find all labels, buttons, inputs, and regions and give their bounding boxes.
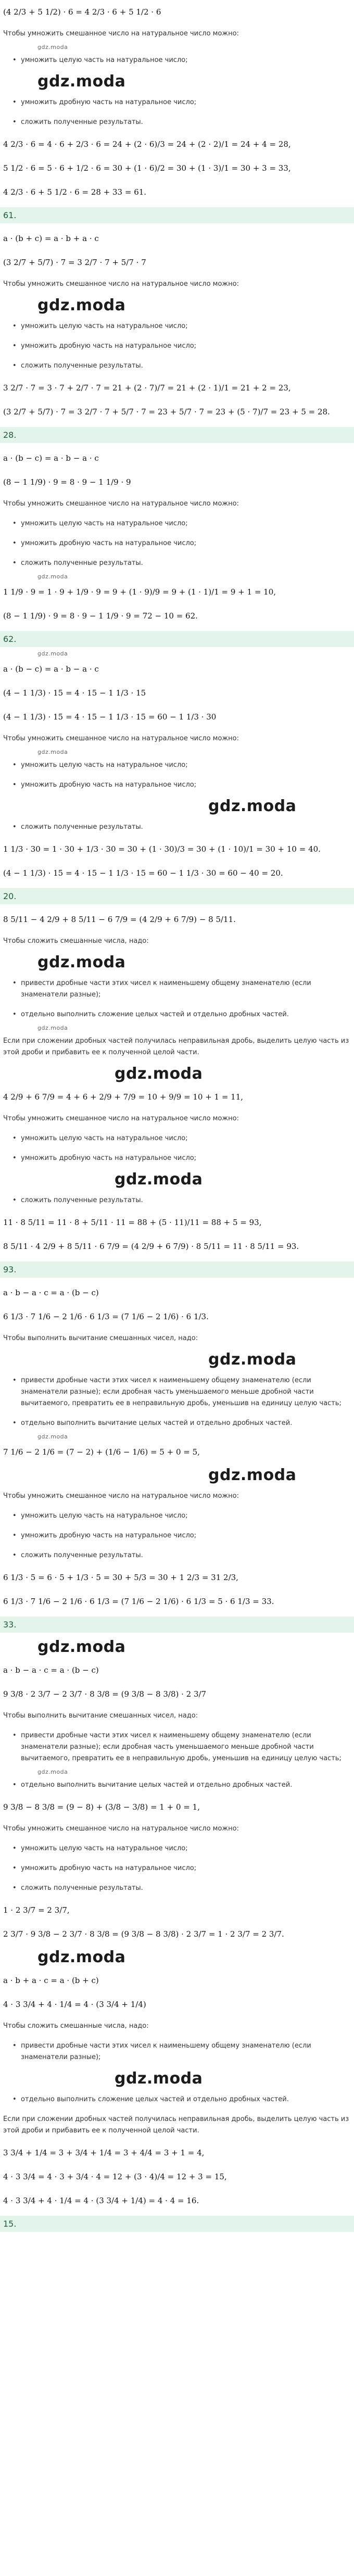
formula-line: a · b − a · c = a · (b − c) xyxy=(3,1665,99,1675)
formula-line: 6 1/3 · 5 = 6 · 5 + 1/3 · 5 = 30 + 5/3 = 30 + 1 2/3 = 31 2/3, xyxy=(3,1573,238,1582)
watermark: gdz.moda xyxy=(37,1948,126,1966)
watermark: gdz.moda xyxy=(208,1350,297,1369)
step-item: • умножить целую часть на натуральное число; xyxy=(0,514,354,534)
instruction-text: Чтобы умножить смешанное число на натуральное число можно: xyxy=(3,1115,239,1122)
formula-line: 1 1/9 · 9 = 1 · 9 + 1/9 · 9 = 9 + (1 · 9)/9 = 9 + (1 · 1)/1 = 9 + 1 = 10, xyxy=(3,587,276,597)
watermark-small: gdz.moda xyxy=(37,44,68,50)
instruction-text: Чтобы сложить смешанные числа, надо: xyxy=(3,2022,149,2030)
exercise-number: 62. xyxy=(0,631,354,647)
instruction-text: Чтобы умножить смешанное число на натуральное число можно: xyxy=(3,1825,239,1833)
instruction-text: Чтобы умножить смешанное число на натуральное число можно: xyxy=(3,1492,239,1500)
formula-line: 7 1/6 − 2 1/6 = (7 − 2) + (1/6 − 1/6) = 5 + 0 = 5, xyxy=(3,1447,200,1457)
formula-line: (4 − 1 1/3) · 15 = 4 · 15 − 1 1/3 · 15 = 60 − 1 1/3 · 30 = 60 − 40 = 20. xyxy=(3,868,283,878)
watermark-small: gdz.moda xyxy=(37,1769,68,1775)
formula-line: a · (b + c) = a · b + a · c xyxy=(3,234,99,243)
exercise-number: 15. xyxy=(0,2216,354,2232)
watermark: gdz.moda xyxy=(115,1065,203,1083)
formula-line: 4 · 3 3/4 + 4 · 1/4 = 4 · (3 3/4 + 1/4) = 4 · 4 = 16. xyxy=(3,2196,199,2205)
watermark-small: gdz.moda xyxy=(37,749,68,755)
formula-line: 1 1/3 · 30 = 1 · 30 + 1/3 · 30 = 30 + (1 · 30)/3 = 30 + (1 · 10)/1 = 30 + 10 = 40. xyxy=(3,844,321,854)
instruction-text: Чтобы умножить смешанное число на натуральное число можно: xyxy=(3,735,239,742)
formula-line: 4 · 3 3/4 = 4 · 3 + 3/4 · 4 = 12 + (3 · 4)/4 = 12 + 3 = 15, xyxy=(3,2172,227,2181)
exercise-number: 93. xyxy=(0,1261,354,1278)
instruction-text: Чтобы выполнить вычитание смешанных чисел, надо: xyxy=(3,1712,198,1720)
step-item: • умножить дробную часть на натуральное число; xyxy=(0,534,354,553)
step-item: • сложить полученные результаты. xyxy=(0,553,354,573)
instruction-text: Чтобы сложить смешанные числа, надо: xyxy=(3,937,149,945)
step-item: • сложить полученные результаты. xyxy=(0,356,354,376)
instruction-text: Чтобы умножить смешанное число на натуральное число можно: xyxy=(3,280,239,288)
step-item: • сложить полученные результаты. xyxy=(0,1191,354,1210)
step-item: • умножить дробную часть на натуральное число; xyxy=(0,93,354,112)
step-item: • привести дробные части этих чисел к наименьшему общему знаменателю (если знаменатели разные); xyxy=(0,2036,354,2067)
instruction-note: Если при сложении дробных частей получилась неправильная дробь, выделить целую часть из этой дроби и прибавить ее к полученной целой части. xyxy=(3,2115,349,2135)
instruction-text: Чтобы выполнить вычитание смешанных чисел, надо: xyxy=(3,1334,198,1342)
step-item: • сложить полученные результаты. xyxy=(0,817,354,837)
step-item: • умножить целую часть на натуральное число; xyxy=(0,317,354,336)
step-item: • умножить целую часть на натуральное число; xyxy=(0,755,354,775)
formula-line: a · (b − c) = a · b − a · c xyxy=(3,664,99,674)
formula-line: (8 − 1 1/9) · 9 = 8 · 9 − 1 1/9 · 9 = 72 − 10 = 62. xyxy=(3,611,198,621)
watermark: gdz.moda xyxy=(37,296,126,314)
watermark: gdz.moda xyxy=(208,797,297,815)
step-item: • сложить полученные результаты. xyxy=(0,1546,354,1565)
formula-line: 3 3/4 + 1/4 = 3 + 3/4 + 1/4 = 3 + 4/4 = 3 + 1 = 4, xyxy=(3,2148,205,2157)
formula-line: a · (b − c) = a · b − a · c xyxy=(3,453,99,463)
step-item: • привести дробные части этих чисел к наименьшему общему знаменателю (если знаменатели разные); xyxy=(0,974,354,1005)
formula-line: a · b − a · c = a · (b − c) xyxy=(3,1288,99,1297)
step-item: • умножить целую часть на натуральное число; xyxy=(0,1839,354,1859)
step-item: • отдельно выполнить сложение целых частей и отдельно дробных частей. xyxy=(0,2090,354,2110)
watermark: gdz.moda xyxy=(37,953,126,971)
step-item: • отдельно выполнить вычитание целых частей и отдельно дробных частей. xyxy=(0,1413,354,1433)
step-item: • умножить дробную часть на натуральное число; xyxy=(0,336,354,356)
formula-line: 1 · 2 3/7 = 2 3/7, xyxy=(3,1905,70,1915)
watermark: gdz.moda xyxy=(115,1170,203,1189)
step-item: • отдельно выполнить вычитание целых частей и отдельно дробных частей. xyxy=(0,1775,354,1795)
formula-line: 11 · 8 5/11 = 11 · 8 + 5/11 · 11 = 88 + (5 · 11)/11 = 88 + 5 = 93, xyxy=(3,1218,262,1227)
watermark: gdz.moda xyxy=(208,1466,297,1484)
formula-line: 2 3/7 · 9 3/8 − 2 3/7 · 8 3/8 = (9 3/8 − 8 3/8) · 2 3/7 = 1 · 2 3/7 = 2 3/7. xyxy=(3,1929,284,1939)
step-item: • умножить целую часть на натуральное число; xyxy=(0,1129,354,1148)
formula-line: (8 − 1 1/9) · 9 = 8 · 9 − 1 1/9 · 9 xyxy=(3,477,131,487)
watermark-small: gdz.moda xyxy=(37,1025,68,1031)
formula-line: (4 − 1 1/3) · 15 = 4 · 15 − 1 1/3 · 15 xyxy=(3,688,146,698)
formula-line: 4 2/9 + 6 7/9 = 4 + 6 + 2/9 + 7/9 = 10 + 9/9 = 10 + 1 = 11, xyxy=(3,1092,244,1102)
formula-line: (3 2/7 + 5/7) · 7 = 3 2/7 · 7 + 5/7 · 7 = 23 + 5/7 · 7 = 23 + (5 · 7)/7 = 23 + 5 = 28. xyxy=(3,407,330,416)
formula-line: 4 2/3 · 6 = 4 · 6 + 2/3 · 6 = 24 + (2 · 6)/3 = 24 + (2 · 2)/1 = 24 + 4 = 28, xyxy=(3,140,291,149)
formula-line: 3 2/7 · 7 = 3 · 7 + 2/7 · 7 = 21 + (2 · 7)/7 = 21 + (2 · 1)/1 = 21 + 2 = 23, xyxy=(3,383,291,393)
watermark-small: gdz.moda xyxy=(37,650,68,657)
step-item: • отдельно выполнить сложение целых частей и отдельно дробных частей. xyxy=(0,1005,354,1025)
step-item: • умножить дробную часть на натуральное число; xyxy=(0,1859,354,1878)
formula-line: 6 1/3 · 7 1/6 − 2 1/6 · 6 1/3 = (7 1/6 − 2 1/6) · 6 1/3 = 5 · 6 1/3 = 33. xyxy=(3,1597,274,1606)
formula-line: (4 − 1 1/3) · 15 = 4 · 15 − 1 1/3 · 15 = 60 − 1 1/3 · 30 xyxy=(3,712,217,722)
step-item: • умножить целую часть на натуральное число; xyxy=(0,1506,354,1526)
step-item: • умножить целую часть на натуральное число; xyxy=(0,50,354,70)
step-item: • умножить дробную часть на натуральное число; xyxy=(0,775,354,795)
exercise-number: 20. xyxy=(0,888,354,904)
instruction-text: Чтобы умножить смешанное число на натуральное число можно: xyxy=(3,30,239,37)
step-item: • сложить полученные результаты. xyxy=(0,112,354,132)
formula-line: a · b + a · c = a · (b + c) xyxy=(3,1976,99,1985)
formula-line: 8 5/11 · 4 2/9 + 8 5/11 · 6 7/9 = (4 2/9 + 6 7/9) · 8 5/11 = 11 · 8 5/11 = 93. xyxy=(3,1242,299,1251)
formula-line: 5 1/2 · 6 = 5 · 6 + 1/2 · 6 = 30 + (1 · 6)/2 = 30 + (1 · 3)/1 = 30 + 3 = 33, xyxy=(3,163,291,173)
formula-line: 6 1/3 · 7 1/6 − 2 1/6 · 6 1/3 = (7 1/6 − 2 1/6) · 6 1/3. xyxy=(3,1312,209,1321)
step-item: • привести дробные части этих чисел к наименьшему общему знаменателю (если знаменатели разные); если дробная часть уменьшаемого меньше дробной части вычитаемого, превратить ее в неправильную дробь, уменьшив на единицу целую часть; xyxy=(0,1371,354,1413)
formula-line: 9 3/8 − 8 3/8 = (9 − 8) + (3/8 − 3/8) = 1 + 0 = 1, xyxy=(3,1802,200,1812)
formula-line: (3 2/7 + 5/7) · 7 = 3 2/7 · 7 + 5/7 · 7 xyxy=(3,258,146,267)
instruction-note: Если при сложении дробных частей получилась неправильная дробь, выделить целую часть из этой дроби и прибавить ее к полученной целой части. xyxy=(3,1037,349,1056)
watermark-small: gdz.moda xyxy=(37,1433,68,1440)
step-item: • привести дробные части этих чисел к наименьшему общему знаменателю (если знаменатели разные); если дробная часть уменьшаемого меньше дробной части вычитаемого, превратить ее в неправильную дробь, уменьшив на единицу целую часть; xyxy=(0,1726,354,1769)
formula-line: 4 · 3 3/4 + 4 · 1/4 = 4 · (3 3/4 + 1/4) xyxy=(3,2000,146,2009)
formula-line: 4 2/3 · 6 + 5 1/2 · 6 = 28 + 33 = 61. xyxy=(3,187,147,197)
watermark-small: gdz.moda xyxy=(37,573,68,580)
exercise-number: 33. xyxy=(0,1617,354,1633)
exercise-number: 61. xyxy=(0,207,354,223)
instruction-text: Чтобы умножить смешанное число на натуральное число можно: xyxy=(3,500,239,508)
step-item: • умножить дробную часть на натуральное число; xyxy=(0,1148,354,1168)
watermark: gdz.moda xyxy=(115,2069,203,2088)
exercise-number: 28. xyxy=(0,427,354,443)
watermark: gdz.moda xyxy=(37,1638,126,1656)
watermark: gdz.moda xyxy=(37,72,126,91)
formula-line: 8 5/11 − 4 2/9 + 8 5/11 − 6 7/9 = (4 2/9 + 6 7/9) − 8 5/11. xyxy=(3,915,236,924)
step-item: • сложить полученные результаты. xyxy=(0,1878,354,1898)
step-item: • умножить дробную часть на натуральное число; xyxy=(0,1526,354,1546)
formula-line: 9 3/8 · 2 3/7 − 2 3/7 · 8 3/8 = (9 3/8 − 8 3/8) · 2 3/7 xyxy=(3,1689,207,1699)
formula-line: (4 2/3 + 5 1/2) · 6 = 4 2/3 · 6 + 5 1/2 · 6 xyxy=(3,7,161,17)
